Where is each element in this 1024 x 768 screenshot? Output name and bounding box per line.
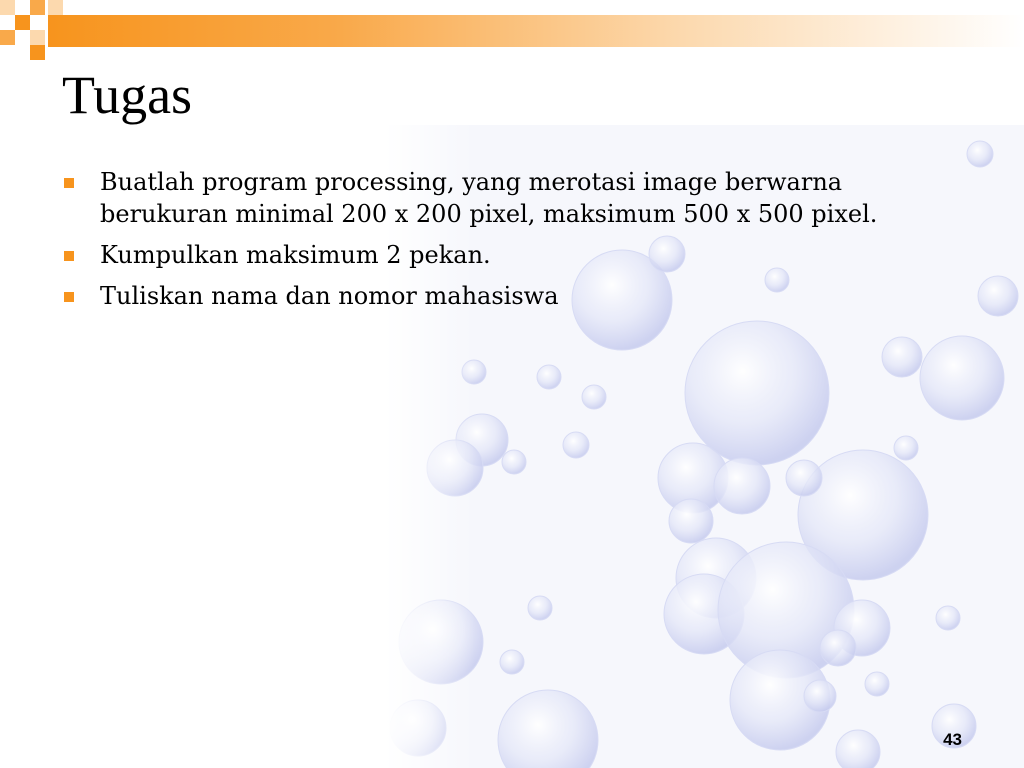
deco-square [30, 0, 45, 15]
deco-square [48, 0, 63, 15]
bullet-list [62, 166, 962, 321]
bullet-text: Buatlah program processing, yang merotasi image berwarna berukuran minimal 200 x 200 pixel, maksimum 500 x 500 pixel. [100, 168, 878, 228]
deco-square [30, 45, 45, 60]
deco-square [30, 30, 45, 45]
slide-title: Tugas [62, 65, 193, 125]
square-bullet-icon [64, 251, 74, 261]
bullet-item [62, 239, 962, 271]
square-bullet-icon [64, 292, 74, 302]
bullet-text: Tuliskan nama dan nomor mahasiswa [100, 282, 559, 310]
bullet-item [62, 166, 962, 230]
square-bullet-icon [64, 178, 74, 188]
bullet-item [62, 280, 962, 312]
top-accent-bar [48, 15, 1024, 47]
page-number: 43 [943, 730, 962, 749]
deco-square [15, 15, 30, 30]
bullet-text: Kumpulkan maksimum 2 pekan. [100, 241, 491, 269]
deco-square [0, 0, 15, 15]
deco-square [0, 30, 15, 45]
